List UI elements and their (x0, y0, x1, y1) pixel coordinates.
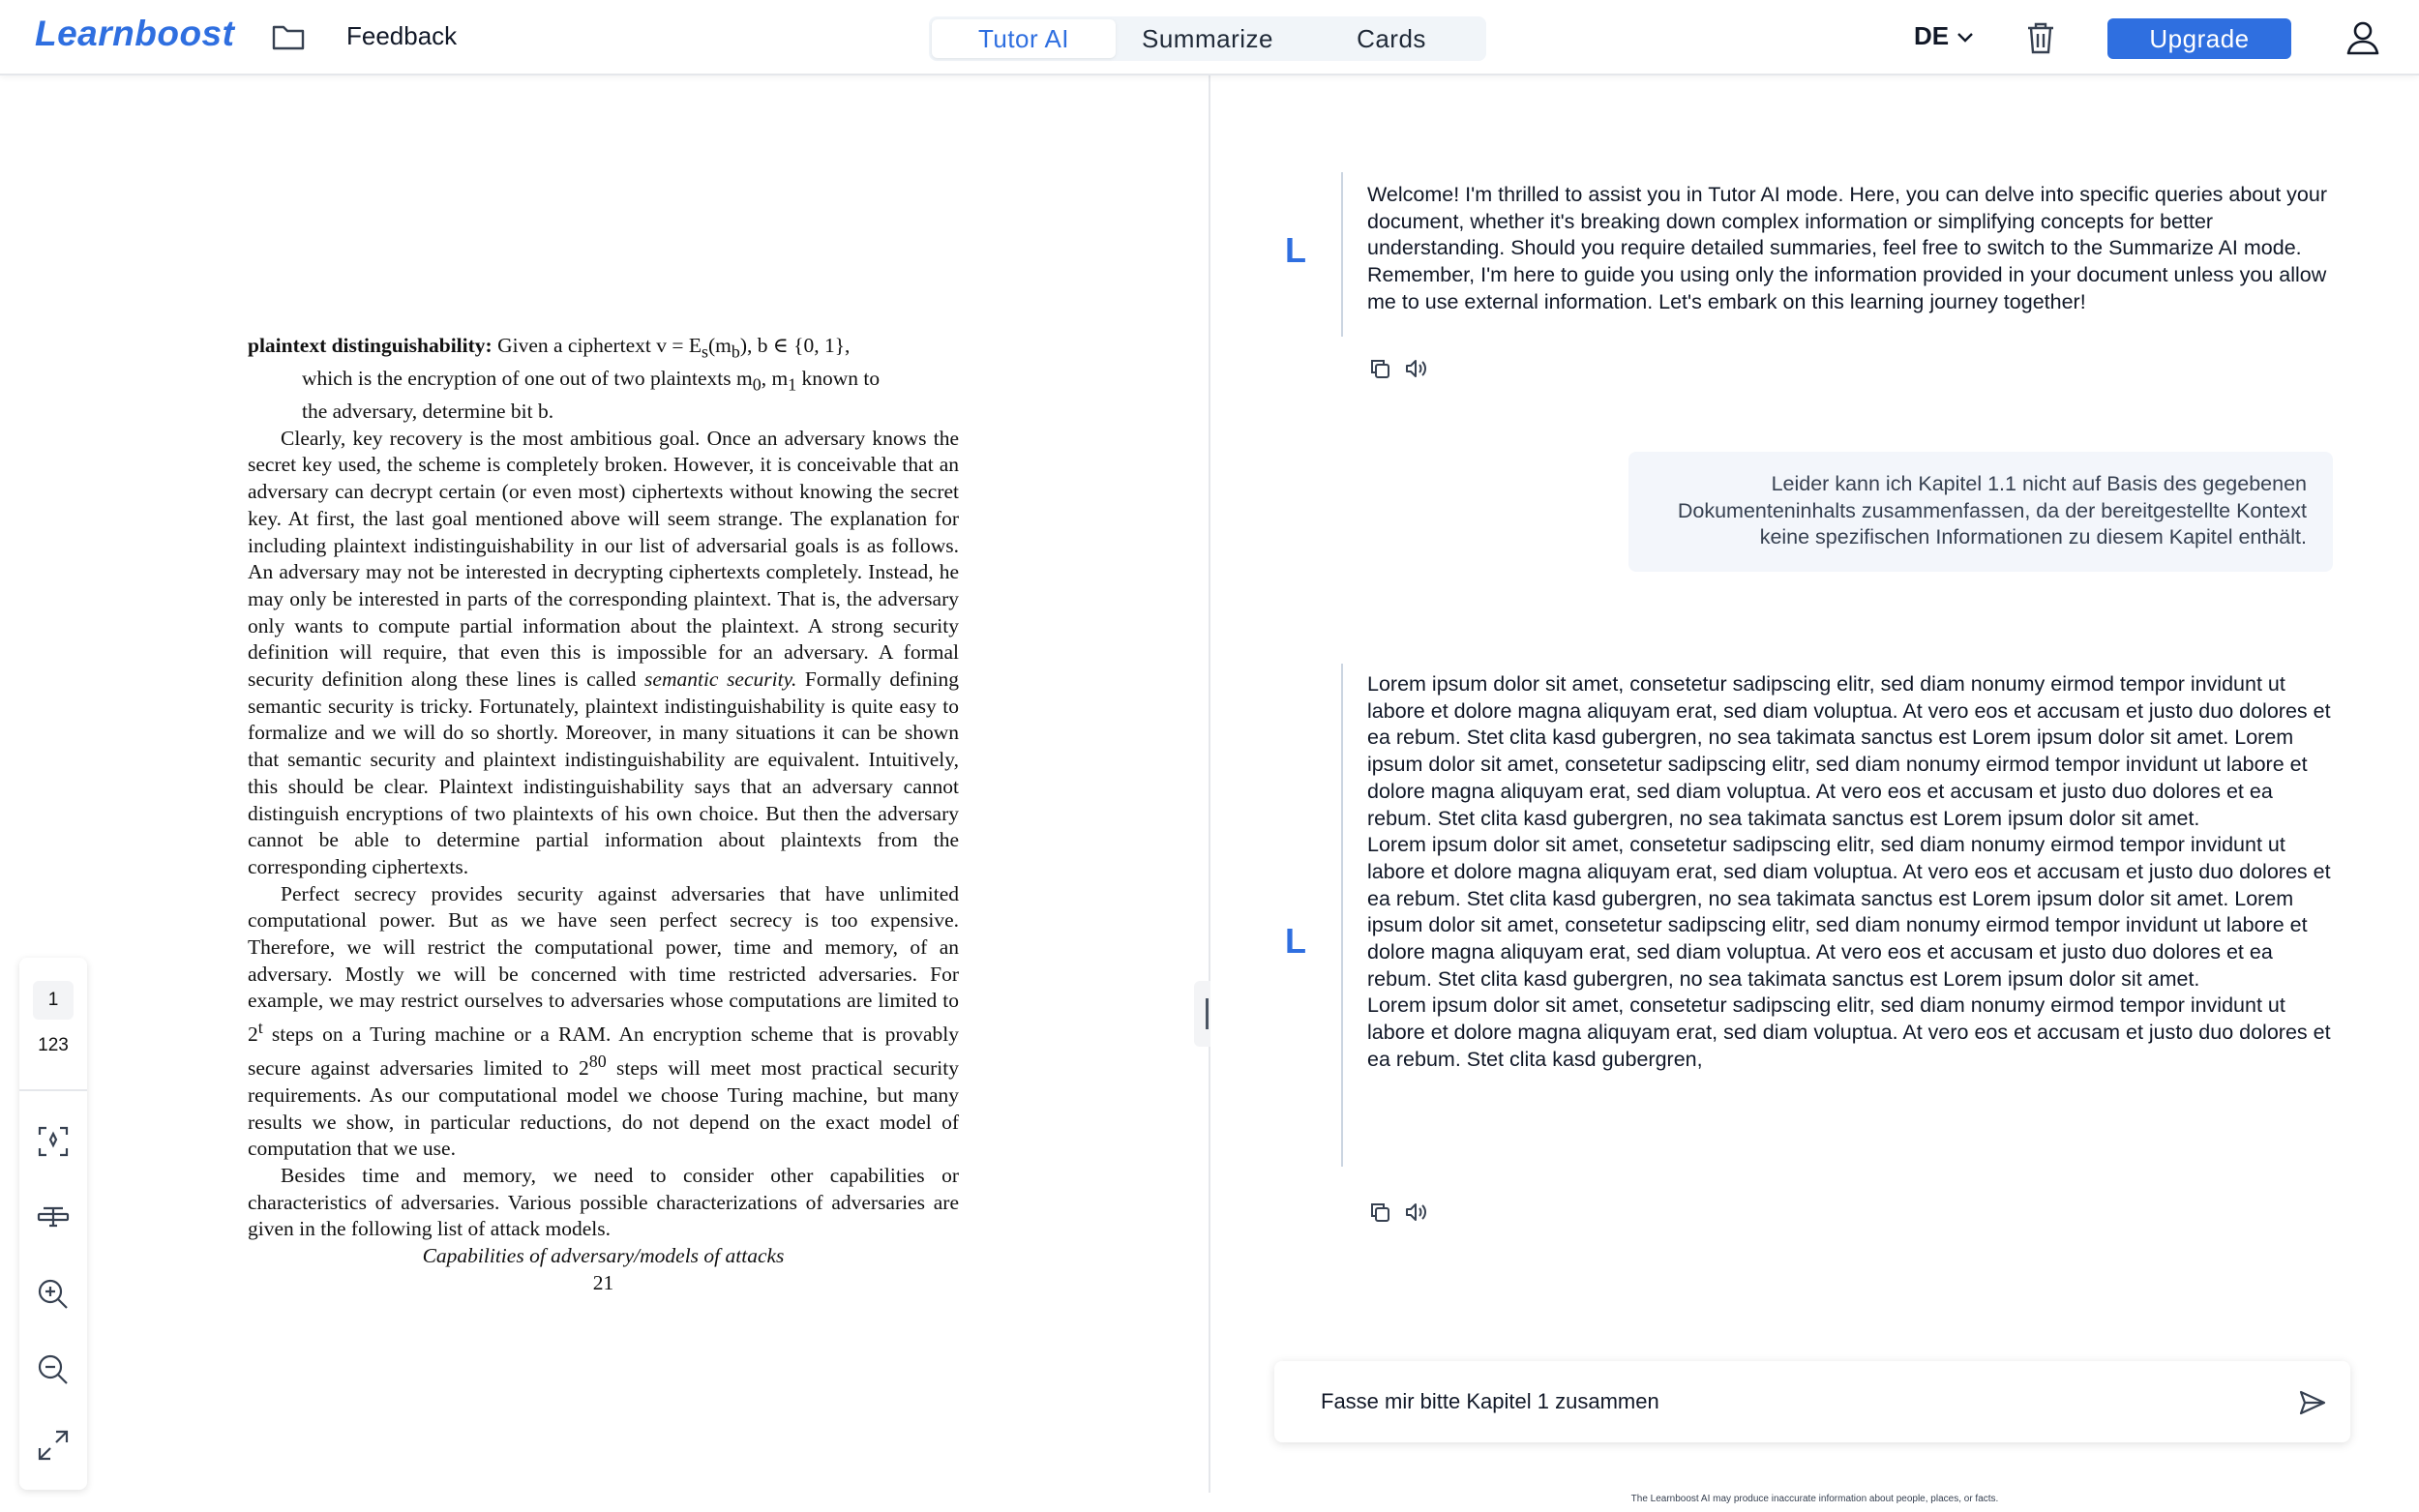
paragraph-2-sup-80: 80 (588, 1052, 607, 1072)
user-message-bubble (1628, 452, 2333, 572)
definition-hang-2: the adversary, determine bit b. (302, 400, 554, 423)
total-pages: 123 (38, 1035, 69, 1055)
section-caption: Capabilities of adversary/models of attacks (422, 1244, 785, 1268)
zoom-in-icon[interactable] (36, 1277, 71, 1312)
speaker-icon[interactable] (1403, 1200, 1428, 1225)
definition-text-comma: , m (761, 367, 789, 390)
definition-term: plaintext distinguishability: (248, 334, 493, 357)
definition-sub-s: s (702, 341, 708, 362)
page-number: 21 (592, 1270, 614, 1294)
trash-icon[interactable] (2024, 19, 2057, 56)
speaker-icon[interactable] (1403, 356, 1428, 381)
document-page (248, 333, 959, 1297)
viewer-toolbar (19, 958, 87, 1490)
tab-tutor-ai[interactable]: Tutor AI (932, 19, 1116, 58)
ai-welcome-message: Welcome! I'm thrilled to assist you in Tutor AI mode. Here, you can delve into specific queries about your document, whether it's breaking down complex information or simplifying concepts for better understanding. Should you require detailed summaries, feel free to switch to the Summarize AI mode. Remember, I'm here to guide you using only the information provided in your document unless you allow me to use external information. Let's embark on this learning journey together! (1367, 183, 2327, 313)
definition-text-1: Given a ciphertext v = E (497, 334, 702, 357)
fit-screen-icon[interactable] (36, 1124, 71, 1159)
language-label: DE (1914, 21, 1950, 50)
definition-sub-1: 1 (788, 374, 797, 395)
ai-reply-paragraph: Lorem ipsum dolor sit amet, consetetur sadipscing elitr, sed diam nonumy eirmod tempor invidunt ut labore et dolore magna aliquyam erat, sed diam voluptua. At vero eos et accusam et justo duo dolores et ea rebum. Stet clita kasd gubergren, no sea takimata sanctus est Lorem ipsum dolor sit amet. Lorem ipsum dolor sit amet, consetetur sadipscing elitr, sed diam nonumy eirmod tempor invidunt ut labore et dolore magna aliquyam erat, sed diam voluptua. At vero eos et accusam et justo duo dolores et ea rebum. Stet clita kasd gubergren, no sea takimata sanctus est Lorem ipsum dolor sit amet. (1367, 833, 2331, 991)
zoom-out-icon[interactable] (36, 1352, 71, 1387)
logo[interactable]: Learnboost (35, 14, 235, 53)
message-accent-bar (1341, 172, 1343, 337)
ai-avatar: L (1285, 230, 1306, 270)
expand-icon[interactable] (36, 1428, 71, 1463)
chat-input-box (1274, 1361, 2350, 1442)
definition-sub-b: b (731, 341, 740, 362)
top-bar (0, 0, 2419, 75)
definition-text-2: which is the encryption of one out of two plaintexts m (302, 367, 753, 390)
paragraph-2-text-c: steps will meet most practical security requirements. As our computational model we choose Turing machine, but many results we show, in particular reductions, do not depend on the exact model of computation that we use. (248, 1056, 959, 1161)
tab-cards[interactable]: Cards (1357, 24, 1426, 53)
mode-switcher (929, 16, 1486, 61)
paragraph-1-text-a: Clearly, key recovery is the most ambitious goal. Once an adversary knows the secret key used, the scheme is completely broken. However, it is conceivable that an adversary can decrypt certain (or even most) ciphertexts without knowing the secret key. At first, the last goal mentioned above will seem strange. The explanation for including plaintext indistinguishability in our list of adversarial goals is as follows. An adversary may not be interested in decrypting ciphertexts completely. Instead, he may only be interested in parts of the corresponding plaintext. That is, the adversary only wants to compute partial information about the plaintext. A strong security definition will require, that even this is impossible for an adversary. A formal security definition along these lines is called (248, 426, 959, 692)
document-viewer[interactable] (0, 75, 1210, 1512)
paragraph-1-emphasis: semantic security. (644, 667, 797, 692)
message-accent-bar (1341, 664, 1343, 1167)
paragraph-2 (248, 881, 959, 1163)
paragraph-3: Besides time and memory, we need to consider other capabilities or characteristics of adversaries. Various possible characterizations of adversaries are given in the following list of attack models. (248, 1164, 959, 1241)
paragraph-2-text-a: Perfect secrecy provides security against adversaries that have unlimited computational power. But as we have seen perfect secrecy is too expensive. Therefore, we will restrict the computational power, time and memory, of an adversary. Mostly we will be concerned with time restricted adversaries. For example, we may restrict ourselves to adversaries whose computations are limited to 2 (248, 881, 959, 1047)
user-message: Leider kann ich Kapitel 1.1 nicht auf Basis des gegebenen Dokumenteninhalts zusammenfassen, da der bereitgestellte Kontext keine spezifischen Informationen zu diesem Kapitel enthält. (1677, 472, 2307, 549)
definition-text-2-end: known to (796, 367, 881, 390)
ai-avatar: L (1285, 921, 1306, 961)
paragraph-1-text-b: Formally defining semantic security is tricky. Fortunately, plaintext indistinguishability is quite easy to formalize and we will do so shortly. Moreover, in many situations it can be shown that semantic security and plaintext indistinguishability are equivalent. Intuitively, this should be clear. Plaintext indistinguishability says that an adversary cannot distinguish encryptions of two plaintexts of his own choice. But then the adversary cannot be able to determine partial information about plaintexts from the corresponding ciphertexts. (248, 667, 959, 878)
definition-text-end: ), b ∈ {0, 1}, (739, 334, 851, 357)
paragraph-2-sup-t: t (257, 1018, 263, 1038)
current-page-input[interactable]: 1 (33, 981, 74, 1020)
definition-hang-1 (248, 366, 959, 399)
toolbar-divider (19, 1089, 87, 1091)
grip-line (1206, 998, 1209, 1029)
ai-reply-paragraph: Lorem ipsum dolor sit amet, consetetur sadipscing elitr, sed diam nonumy eirmod tempor invidunt ut labore et dolore magna aliquyam erat, sed diam voluptua. At vero eos et accusam et justo duo dolores et ea rebum. Stet clita kasd gubergren, (1367, 993, 2331, 1071)
language-select[interactable] (1914, 21, 1976, 51)
ai-reply-paragraph: Lorem ipsum dolor sit amet, consetetur sadipscing elitr, sed diam nonumy eirmod tempor invidunt ut labore et dolore magna aliquyam erat, sed diam voluptua. At vero eos et accusam et justo duo dolores et ea rebum. Stet clita kasd gubergren, no sea takimata sanctus est Lorem ipsum dolor sit amet. Lorem ipsum dolor sit amet, consetetur sadipscing elitr, sed diam nonumy eirmod tempor invidunt ut labore et dolore magna aliquyam erat, sed diam voluptua. At vero eos et accusam et justo duo dolores et ea rebum. Stet clita kasd gubergren, no sea takimata sanctus est Lorem ipsum dolor sit amet. (1367, 672, 2331, 830)
definition-sub-0: 0 (752, 374, 762, 395)
definition-block (248, 333, 959, 426)
feedback-link[interactable]: Feedback (346, 21, 458, 50)
chevron-down-icon (1955, 26, 1976, 47)
copy-icon[interactable] (1367, 356, 1392, 381)
ai-reply-message (1367, 671, 2335, 1074)
ai-disclaimer: The Learnboost AI may produce inaccurate information about people, places, or facts. (1630, 1494, 1999, 1504)
text-width-icon[interactable] (36, 1200, 71, 1234)
upgrade-button[interactable]: Upgrade (2107, 18, 2291, 59)
tab-summarize[interactable]: Summarize (1142, 24, 1273, 53)
folder-icon[interactable] (271, 21, 306, 52)
send-icon[interactable] (2298, 1388, 2327, 1417)
chat-input[interactable] (1321, 1382, 2250, 1421)
definition-text-mid: (m (707, 334, 732, 357)
paragraph-1 (248, 426, 959, 881)
copy-icon[interactable] (1367, 1200, 1392, 1225)
user-icon[interactable] (2345, 19, 2380, 56)
paragraph-2-text-b: steps on a Turing machine or a RAM. An encryption scheme that is provably secure against adversaries limited to 2 (248, 1023, 959, 1081)
